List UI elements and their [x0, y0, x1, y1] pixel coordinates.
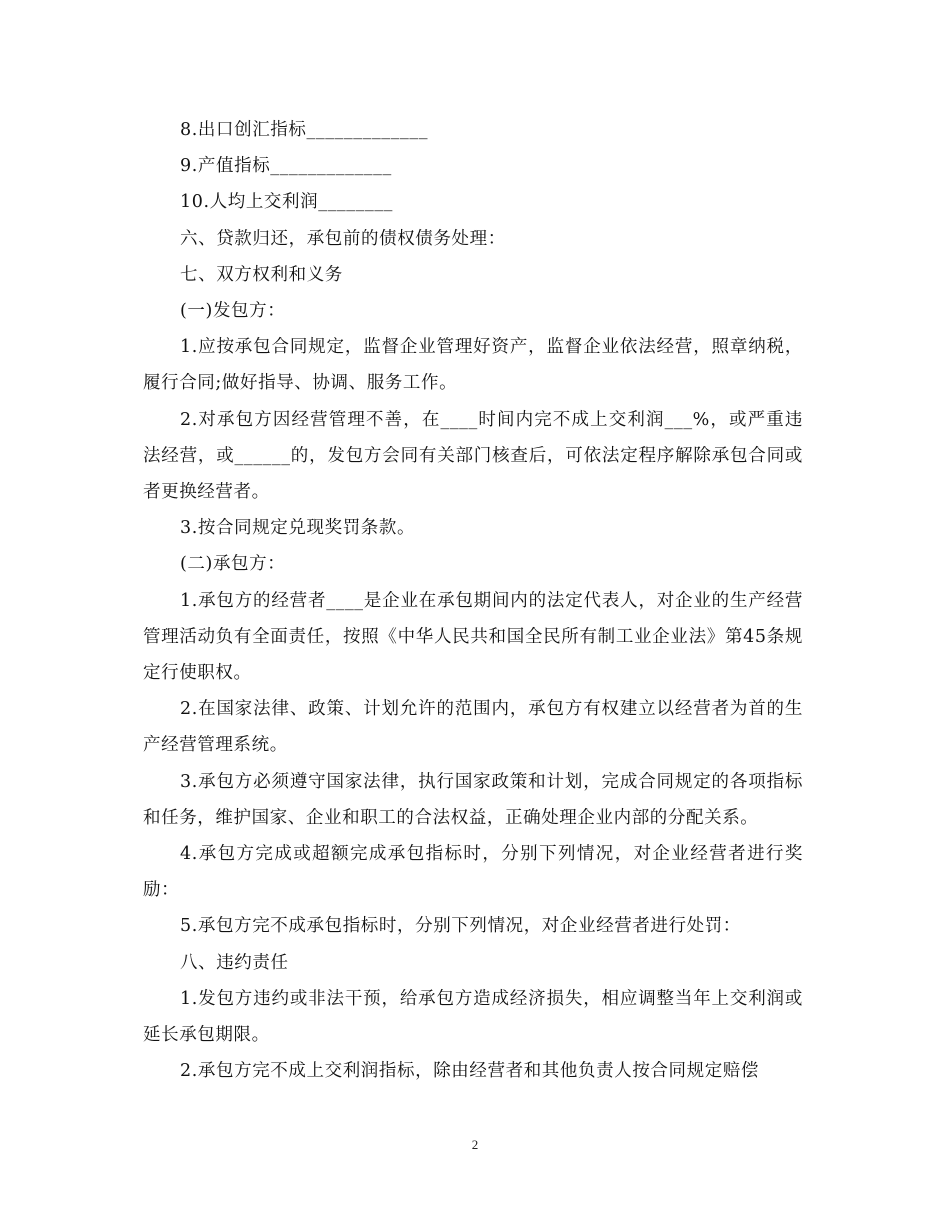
paragraph-contractor-item-2: 2.在国家法律、政策、计划允许的范围内，承包方有权建立以经营者为首的生产经营管理系统。 [143, 699, 803, 756]
section-heading-loan-repayment: 六、贷款归还，承包前的债权债务处理： [180, 228, 506, 249]
paragraph-contractor-item-1: 1.承包方的经营者____是企业在承包期间内的法定代表人，对企业的生产经营管理活动负有全面责任，按照《中华人民共和国全民所有制工业企业法》第45条规定行使职权。 [143, 590, 803, 684]
subsection-heading-contractor-issuer: (一)发包方： [180, 301, 286, 322]
paragraph-issuer-item-2: 2.对承包方因经营管理不善，在____时间内完不成上交利润___%，或严重违法经营，或______的，发包方会同有关部门核查后，可依法定程序解除承包合同或者更换经营者。 [143, 409, 803, 503]
subsection-heading-contractor: (二)承包方： [180, 554, 286, 575]
section-heading-liability: 八、违约责任 [180, 952, 289, 973]
document-body [143, 112, 803, 1089]
paragraph-output-indicator: 9.产值指标_____________ [180, 156, 392, 177]
paragraph-liability-item-2: 2.承包方完不成上交利润指标，除由经营者和其他负责人按合同规定赔偿 [180, 1061, 759, 1082]
paragraph-issuer-item-3: 3.按合同规定兑现奖罚条款。 [180, 518, 416, 539]
paragraph-contractor-item-5: 5.承包方完不成承包指标时，分别下列情况，对企业经营者进行处罚： [180, 916, 741, 937]
paragraph-per-capita-profit: 10.人均上交利润________ [180, 192, 394, 213]
section-heading-rights-obligations: 七、双方权利和义务 [180, 264, 343, 285]
paragraph-issuer-item-1: 1.应按承包合同规定，监督企业管理好资产，监督企业依法经营，照章纳税，履行合同;做好指导、协调、服务工作。 [143, 337, 803, 394]
paragraph-export-indicator: 8.出口创汇指标_____________ [180, 120, 429, 140]
page-number: 2 [471, 1137, 479, 1152]
paragraph-contractor-item-4: 4.承包方完成或超额完成承包指标时，分别下列情况，对企业经营者进行奖励： [143, 844, 803, 901]
paragraph-contractor-item-3: 3.承包方必须遵守国家法律，执行国家政策和计划，完成合同规定的各项指标和任务，维护国家、企业和职工的合法权益，正确处理企业内部的分配关系。 [143, 771, 803, 828]
paragraph-liability-item-1: 1.发包方违约或非法干预，给承包方造成经济损失，相应调整当年上交利润或延长承包期限。 [143, 988, 803, 1046]
